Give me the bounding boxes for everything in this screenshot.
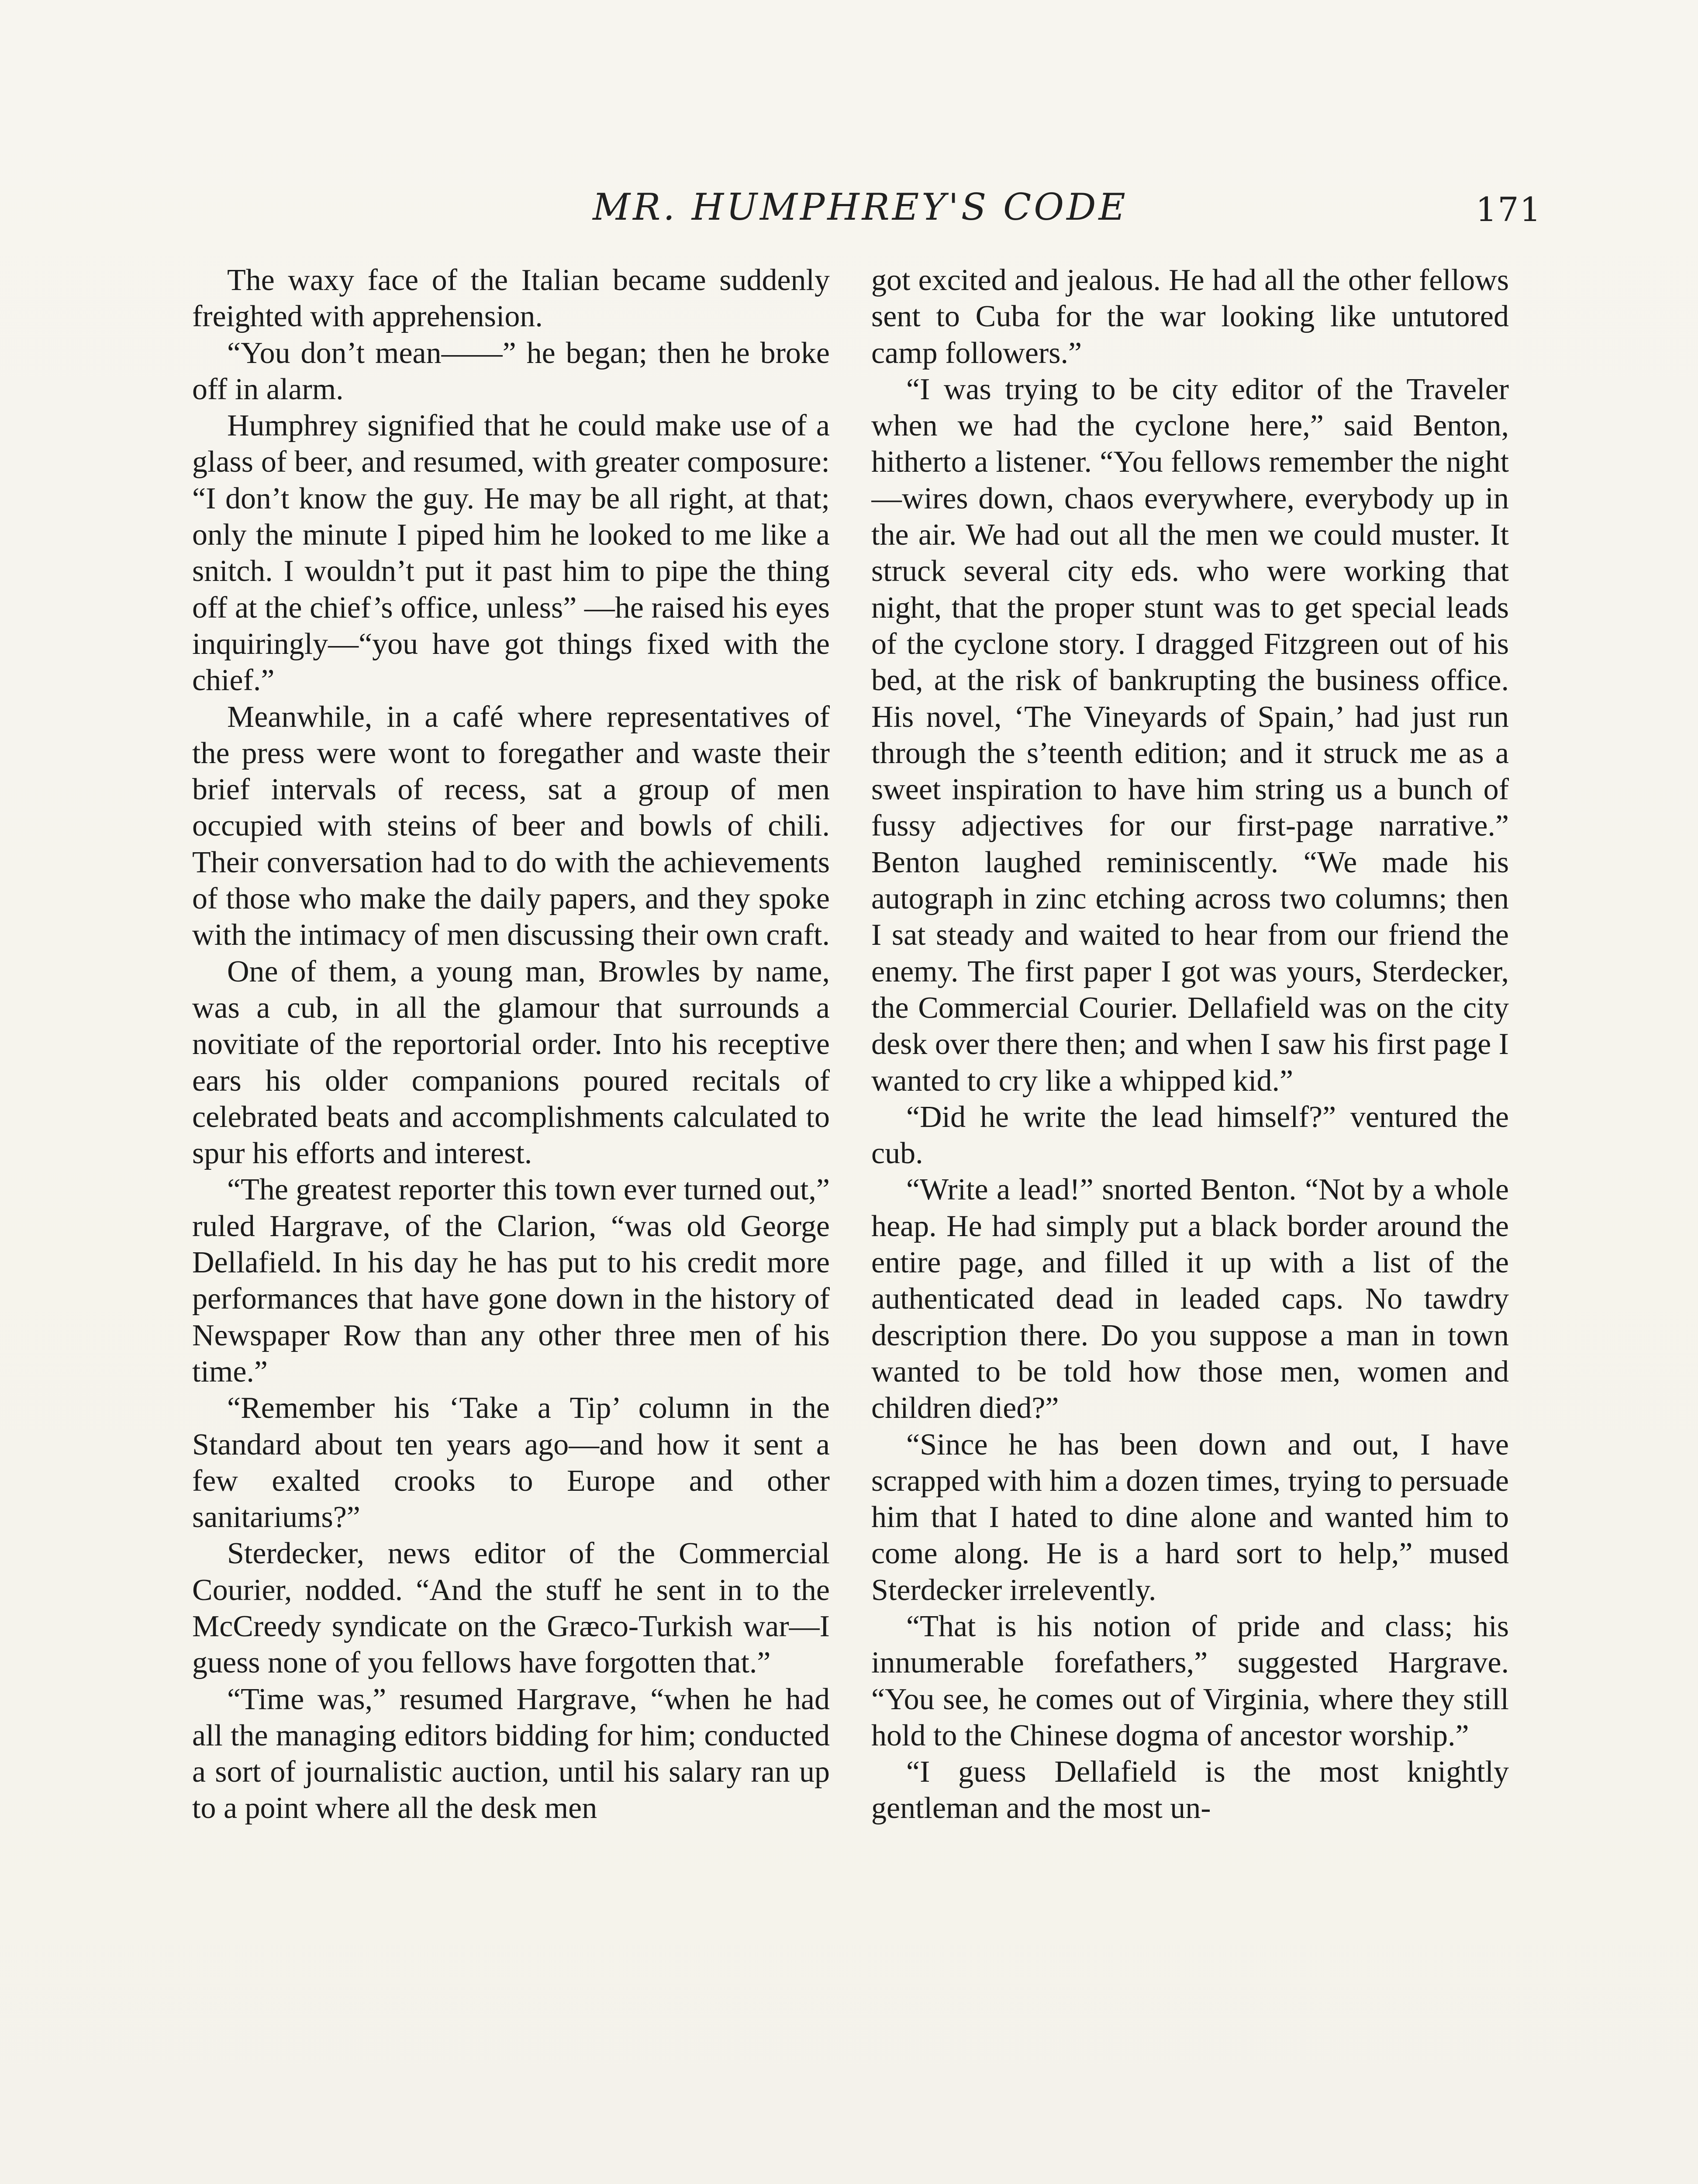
page-number: 171 [1475, 190, 1542, 229]
paragraph: “The greatest reporter this town ever turned out,” ruled Hargrave, of the Clarion, “was old George Dellafield. In his day he has put to his credit more performances that have gone down in the history of Newspaper Row than any other three men of his time.” [192, 1173, 830, 1389]
paragraph: “Write a lead!” snorted Benton. “Not by a whole heap. He had simply put a black border around the entire page, and filled it up with a list of the authenticated dead in leaded caps. No tawdry description there. Do you suppose a man in town wanted to be told how those men, women and children died?” [871, 1173, 1509, 1425]
paragraph: “Since he has been down and out, I have scrapped with him a dozen times, trying to persuade him that I hated to dine alone and wanted him to come along. He is a hard sort to help,” mused Sterdecker irrelevently. [871, 1427, 1509, 1607]
paragraph: “I guess Dellafield is the most knightly gentleman and the most un- [871, 1755, 1509, 1825]
paragraph: Meanwhile, in a café where representatives of the press were wont to foregather and waste their brief intervals of recess, sat a group of men occupied with steins of beer and bowls of chili. Their conversation had to do with the achievements of those who make the daily papers, and they spoke with the intimacy of men discussing their own craft. [192, 700, 830, 952]
paragraph: Humphrey signified that he could make use of a glass of beer, and resumed, with greater composure: “I don’t know the guy. He may be all right, at that; only the minute I piped him he looked to me like a snitch. I wouldn’t put it past him to pipe the thing off at the chief’s office, unless” —he raised his eyes inquiringly—“you have got things fixed with the chief.” [192, 409, 830, 698]
right-column [871, 262, 1509, 2184]
running-head [0, 186, 1698, 238]
paragraph: “That is his notion of pride and class; his innumerable forefathers,” suggested Hargrave. “You see, he comes out of Virginia, where they still hold to the Chinese dogma of ancestor worship.” [871, 1609, 1509, 1752]
paragraph: “Did he write the lead himself?” ventured the cub. [871, 1100, 1509, 1171]
paragraph: “Remember his ‘Take a Tip’ column in the Standard about ten years ago—and how it sent a few exalted crooks to Europe and other sanitariums?” [192, 1391, 830, 1534]
paragraph: One of them, a young man, Browles by name, was a cub, in all the glamour that surrounds a novitiate of the reportorial order. Into his receptive ears his older companions poured recitals of celebrated beats and accomplishments calculated to spur his efforts and interest. [192, 954, 830, 1171]
paragraph: “Time was,” resumed Hargrave, “when he had all the managing editors bidding for him; conducted a sort of journalistic auction, until his salary ran up to a point where all the desk men [192, 1682, 830, 1825]
paragraph: “You don’t mean——” he began; then he broke off in alarm. [192, 336, 830, 406]
left-column [192, 262, 830, 2184]
running-title: MR. HUMPHREY'S CODE [593, 186, 1128, 228]
paragraph: Sterdecker, news editor of the Commercial Courier, nodded. “And the stuff he sent in to the McCreedy syndicate on the Græco-Turkish war—I guess none of you fellows have forgotten that.” [192, 1537, 830, 1680]
paragraph: got excited and jealous. He had all the other fellows sent to Cuba for the war looking like untutored camp followers.” [871, 263, 1509, 370]
paragraph: The waxy face of the Italian became suddenly freighted with apprehension. [192, 263, 830, 334]
paragraph: “I was trying to be city editor of the Traveler when we had the cyclone here,” said Benton, hitherto a listener. “You fellows remember the night—wires down, chaos everywhere, everybody up in the air. We had out all the men we could muster. It struck several city eds. who were working that night, that the proper stunt was to get special leads of the cyclone story. I dragged Fitzgreen out of his bed, at the risk of bankrupting the business office. His novel, ‘The Vineyards of Spain,’ had just run through the s’teenth edition; and it struck me as a sweet inspiration to have him string us a bunch of fussy adjectives for our first-page narrative.” Benton laughed reminiscently. “We made his autograph in zinc etching across two columns; then I sat steady and waited to hear from our friend the enemy. The first paper I got was yours, Sterdecker, the Commercial Courier. Dellafield was on the city desk over there then; and when I saw his first page I wanted to cry like a whipped kid.” [871, 372, 1509, 1098]
